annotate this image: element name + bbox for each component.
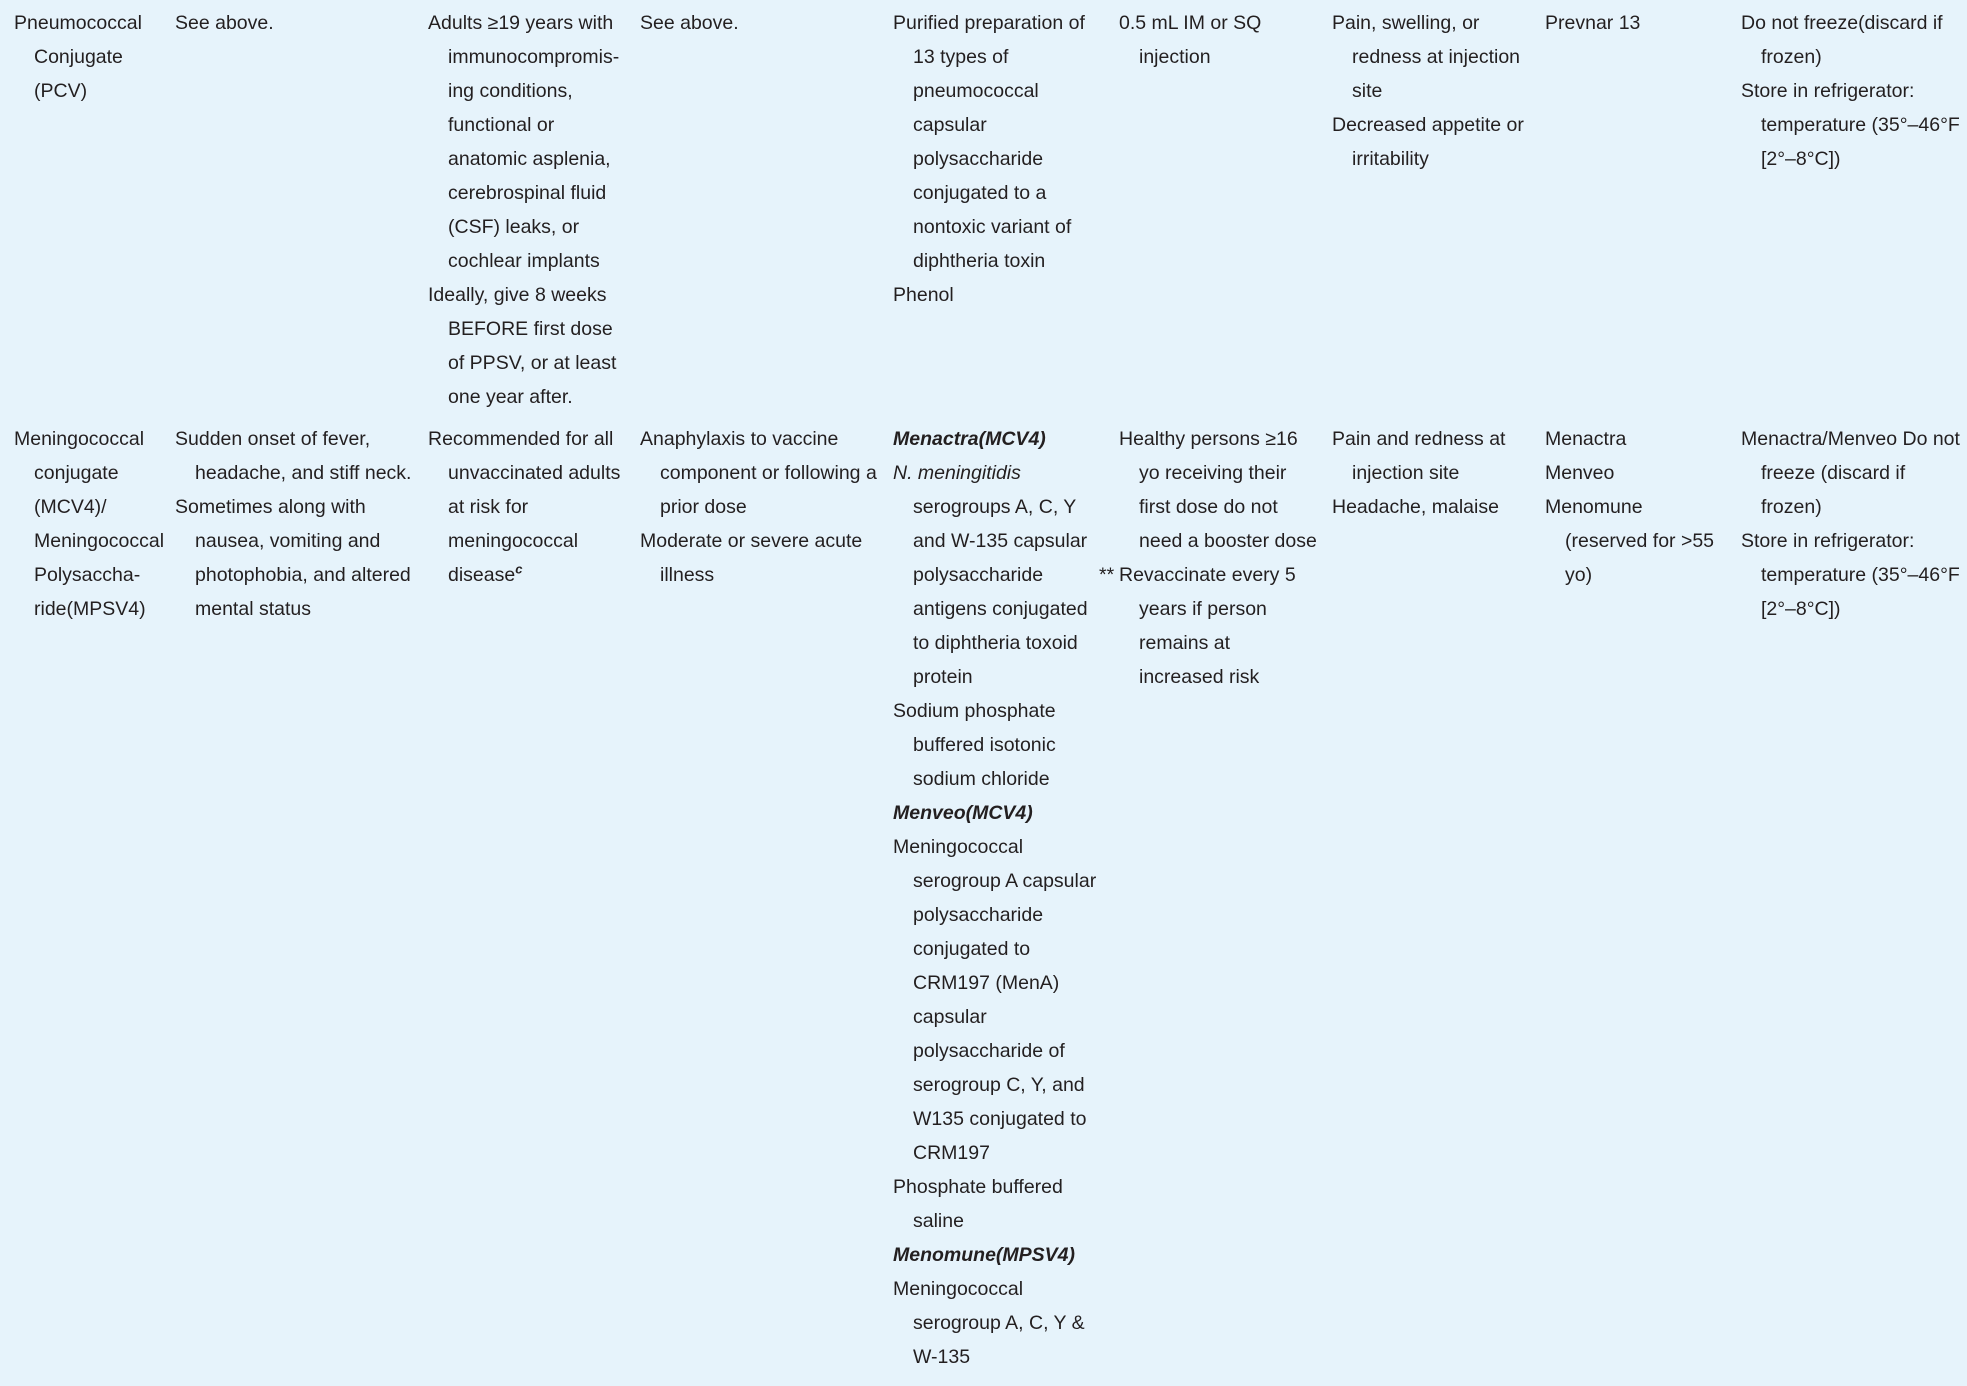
table-row-meningococcal xyxy=(0,422,1967,1374)
dose-item xyxy=(1099,558,1318,694)
dose-text: Revaccinate every 5 years if person remains at increased risk xyxy=(1119,564,1296,688)
cell-brands xyxy=(1531,422,1727,1374)
brand-item: Prevnar 13 xyxy=(1545,12,1641,34)
cell-contraindications xyxy=(626,422,879,1374)
table-row-pcv xyxy=(0,6,1967,422)
organism-name: N. meningitidis xyxy=(893,462,1021,484)
dose-item: Healthy persons ≥16 yo receiving their first dose do not need a booster dose xyxy=(1119,428,1317,552)
brand-item: Menomune (reserved for >55 yo) xyxy=(1545,496,1715,586)
component-item: Sodium phosphate buffered isotonic sodium chloride xyxy=(893,700,1056,790)
component-item: Purified preparation of 13 types of pneumococcal capsular polysaccharide conjugated to a nontoxic variant of diphtheria toxin xyxy=(893,12,1085,272)
cell-side-effects xyxy=(1318,422,1531,1374)
contraindication-item: Anaphylaxis to vaccine component or following a prior dose xyxy=(640,428,877,518)
cell-side-effects xyxy=(1318,6,1531,422)
cell-disease xyxy=(161,422,414,1374)
cell-components xyxy=(879,422,1105,1374)
component-text: serogroups A, C, Y and W-135 capsular polysaccharide antigens conjugated to diphtheria toxoid protein xyxy=(913,496,1088,688)
storage-item: Do not freeze(discard if frozen) xyxy=(1741,12,1943,68)
menveo-heading: Menveo(MCV4) xyxy=(893,802,1033,824)
cell-disease xyxy=(161,6,414,422)
side-effect-item: Pain, swelling, or redness at injection site xyxy=(1332,12,1521,102)
component-item xyxy=(893,456,1105,694)
disease-text: Sudden onset of fever, headache, and stiff neck. xyxy=(175,428,412,484)
menactra-heading: Menactra(MCV4) xyxy=(893,428,1046,450)
indication-item: Ideally, give 8 weeks BEFORE first dose of PPSV, or at least one year after. xyxy=(428,284,617,408)
dose-item: 0.5 mL IM or SQ injection xyxy=(1119,12,1262,68)
disease-text: Sometimes along with nausea, vomiting and photophobia, and altered mental status xyxy=(175,496,411,620)
indication-item: Adults ≥19 years with immunocompromis-ing conditions, functional or anatomic asplenia, cerebrospinal fluid (CSF) leaks, or cochlear implants xyxy=(428,12,620,272)
double-asterisk-mark: ** xyxy=(1099,564,1115,586)
brand-item: Menactra xyxy=(1545,428,1627,450)
menomune-heading: Menomune(MPSV4) xyxy=(893,1244,1076,1266)
indication-item xyxy=(428,422,626,592)
footnote-marker: c xyxy=(515,561,523,577)
cell-components xyxy=(879,6,1105,422)
disease-text: See above. xyxy=(175,12,274,34)
component-item: Meningococcal serogroup A capsular polysaccharide conjugated to CRM197 (MenA) capsular polysaccharide of serogroup C, Y, and W135 conjugated to CRM197 xyxy=(893,836,1097,1164)
component-item: Phosphate buffered saline xyxy=(893,1176,1063,1232)
contraindication-item: Moderate or severe acute illness xyxy=(640,530,863,586)
cell-dose xyxy=(1099,422,1318,1374)
storage-item: Menactra/Menveo Do not freeze (discard if frozen) xyxy=(1741,428,1960,518)
cell-vaccine xyxy=(0,6,161,422)
cell-brands xyxy=(1531,6,1727,422)
side-effect-item: Headache, malaise xyxy=(1332,496,1499,518)
side-effect-item: Pain and redness at injection site xyxy=(1332,428,1506,484)
brand-item: Menveo xyxy=(1545,462,1615,484)
cell-indications xyxy=(414,422,626,1374)
cell-contraindications xyxy=(626,6,879,422)
cell-indications xyxy=(414,6,626,422)
contraindication-item: See above. xyxy=(640,12,739,34)
storage-item: Store in refrigerator: temperature (35°–46°F [2°–8°C]) xyxy=(1741,80,1960,170)
vaccine-table xyxy=(0,6,1967,1374)
cell-dose xyxy=(1105,6,1318,422)
cell-storage xyxy=(1727,6,1967,422)
storage-item: Store in refrigerator: temperature (35°–46°F [2°–8°C]) xyxy=(1741,530,1960,620)
indication-text: Recommended for all unvaccinated adults at risk for meningococcal disease xyxy=(428,428,621,586)
vaccine-name: Pneumococcal Conjugate (PCV) xyxy=(14,12,142,102)
component-item: Phenol xyxy=(893,284,954,306)
cell-storage xyxy=(1727,422,1967,1374)
side-effect-item: Decreased appetite or irritability xyxy=(1332,114,1524,170)
vaccine-name: Meningococcal conjugate (MCV4)/ Meningococcal Polysaccha-ride(MPSV4) xyxy=(14,428,165,620)
component-item: Meningococcal serogroup A, C, Y & W-135 xyxy=(893,1278,1085,1368)
cell-vaccine xyxy=(0,422,165,1374)
